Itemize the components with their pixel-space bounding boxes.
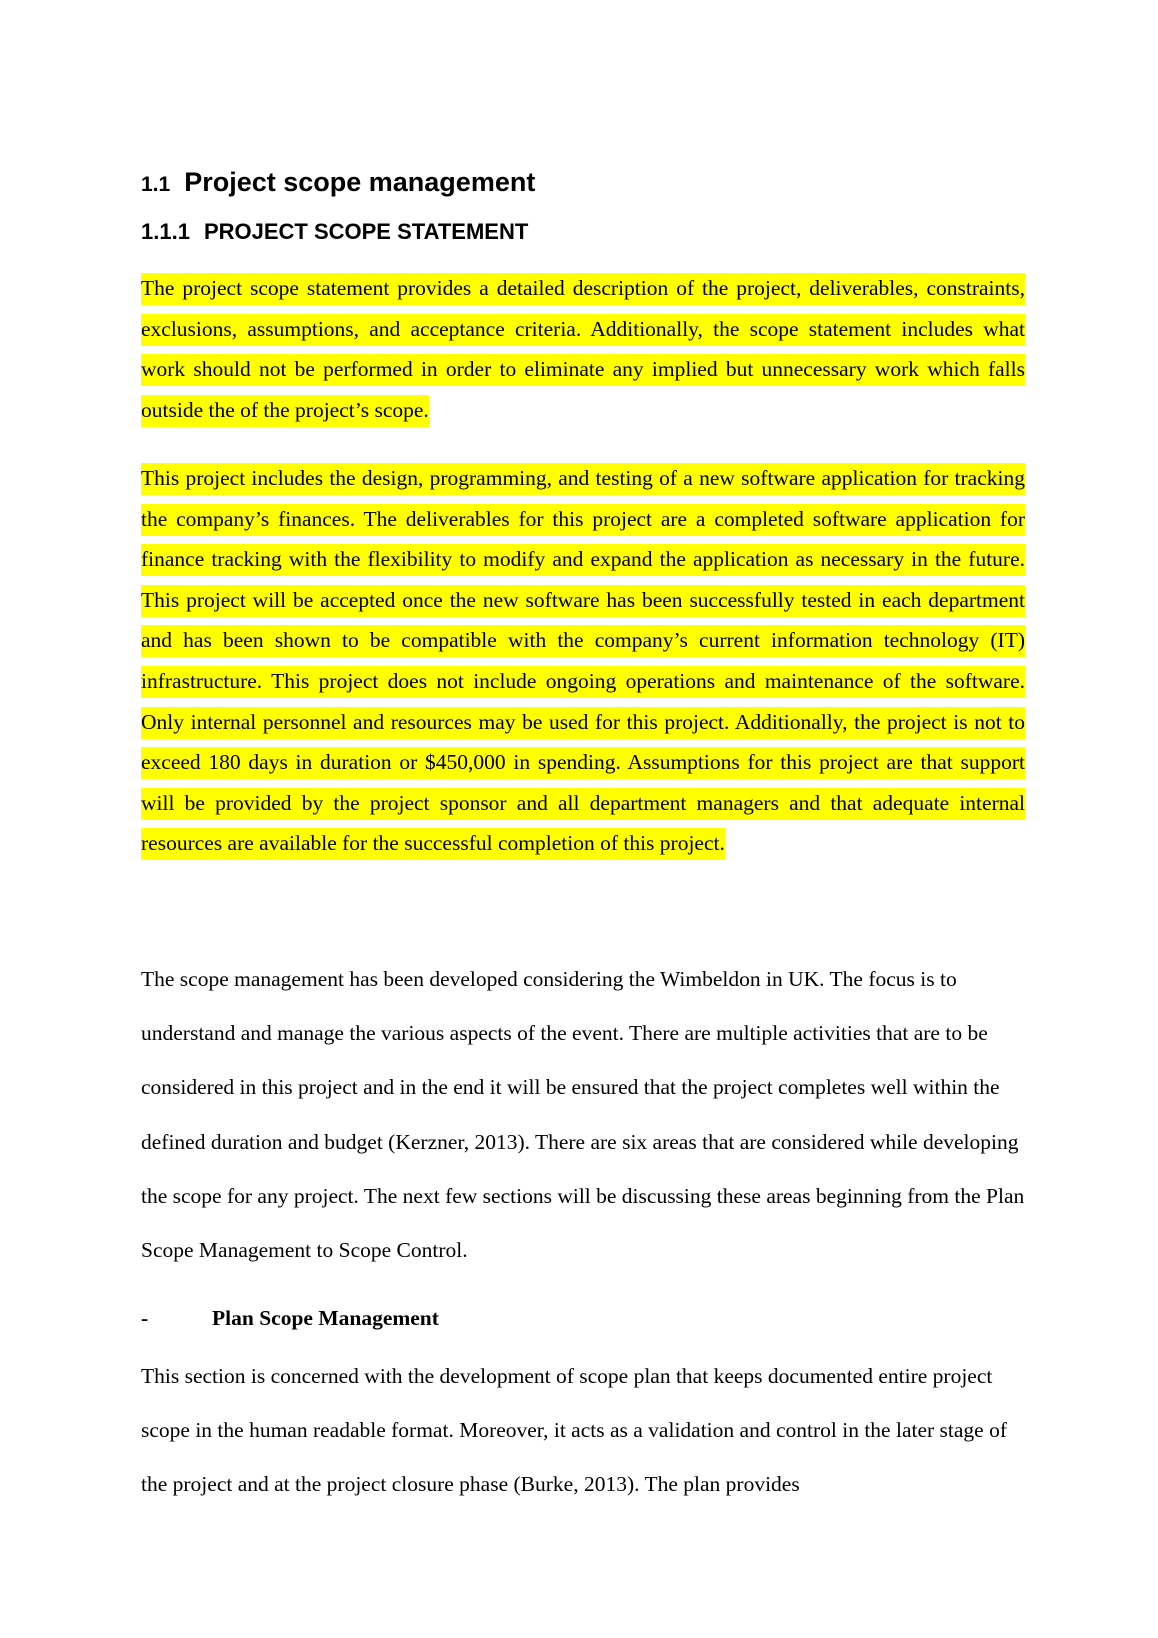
bullet-dash: - (141, 1306, 149, 1330)
highlighted-paragraph-project-details (141, 458, 1025, 864)
section-number: 1.1 (141, 173, 171, 196)
highlighted-text: This project includes the design, programming, and testing of a new software application for tracking the company’s finances. The deliverables for this project are a completed software application for finance tracking with the flexibility to modify and expand the application as necessary in the future. This project will be accepted once the new software has been successfully tested in each department and has been shown to be compatible with the company’s current information technology (IT) infrastructure. This project does not include ongoing operations and maintenance of the software. Only internal personnel and resources may be used for this project. Additionally, the project is not to exceed 180 days in duration or $450,000 in spending. Assumptions for this project are that support will be provided by the project sponsor and all department managers and that adequate internal resources are available for the successful completion of this project. (141, 463, 1025, 860)
section-title: Project scope management (184, 167, 536, 197)
section-heading (141, 162, 535, 199)
highlighted-paragraph-scope-statement (141, 268, 1025, 430)
subsection-number: 1.1.1 (141, 219, 190, 244)
body-paragraph-plan-scope: This section is concerned with the development of scope plan that keeps documented entire project scope in the human readable format. Moreover, it acts as a validation and control in the later stage of the project and at the project closure phase (Burke, 2013). The plan provides (141, 1364, 1007, 1497)
body-paragraph-scope-management: The scope management has been developed considering the Wimbeldon in UK. The focus is to understand and manage the various aspects of the event. There are multiple activities that are to be considered in this project and in the end it will be ensured that the project completes well within the defined duration and budget (Kerzner, 2013). There are six areas that are considered while developing the scope for any project. The next few sections will be discussing these areas beginning from the Plan Scope Management to Scope Control. (141, 967, 1025, 1263)
plan-scope-title: Plan Scope Management (212, 1306, 439, 1330)
subsection-heading (141, 219, 528, 245)
plan-scope-heading (141, 1306, 439, 1331)
highlighted-text: The project scope statement provides a detailed description of the project, deliverables, constraints, exclusions, assumptions, and acceptance criteria. Additionally, the scope statement includes what work should not be performed in order to eliminate any implied but unnecessary work which falls outside the of the project’s scope. (141, 273, 1025, 427)
subsection-title: PROJECT SCOPE STATEMENT (203, 219, 529, 244)
